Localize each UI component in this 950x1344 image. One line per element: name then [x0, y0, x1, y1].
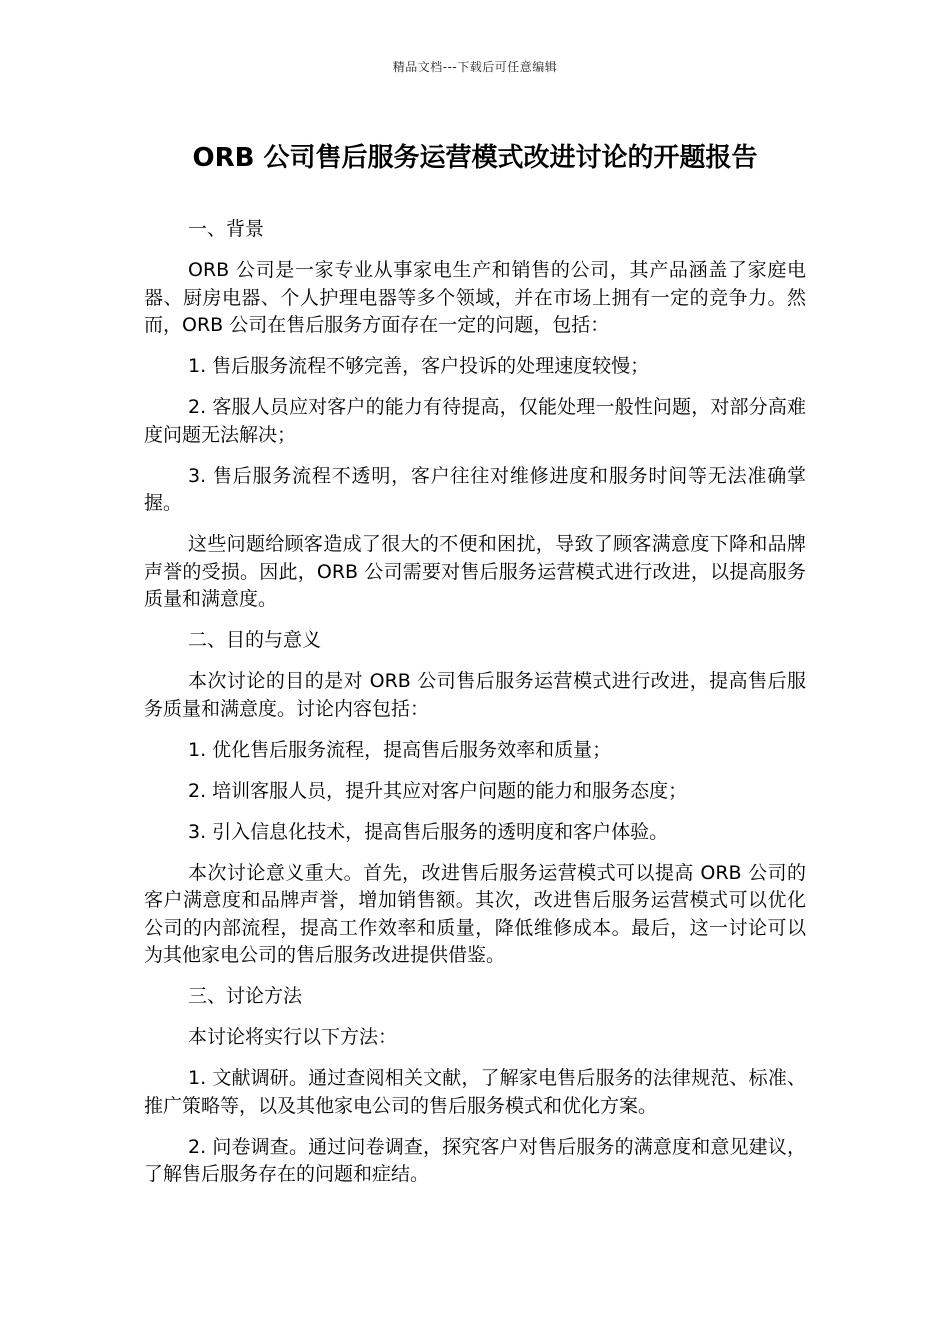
paragraph-method-intro: 本讨论将实行以下方法：	[188, 1026, 398, 1048]
purpose-item-1: 1. 优化售后服务流程，提高售后服务效率和质量；	[188, 738, 612, 761]
paragraph-significance: 本次讨论意义重大。首先，改进售后服务运营模式可以提高 ORB 公司的客户满意度和品牌声誉，增加销售额。其次，改进售后服务运营模式可以优化公司的内部流程，提高工作效率和质量，降低维修成本。最后，这一讨论可以为其他家电公司的售后服务改进提供借鉴。	[144, 861, 806, 966]
purpose-item-3: 3. 引入信息化技术，提高售后服务的透明度和客户体验。	[188, 820, 669, 843]
problem-item-2: 2. 客服人员应对客户的能力有待提高，仅能处理一般性问题，对部分高难度问题无法解决；	[144, 396, 806, 446]
paragraph-background-conclusion: 这些问题给顾客造成了很大的不便和困扰，导致了顾客满意度下降和品牌声誉的受损。因此，ORB 公司需要对售后服务运营模式进行改进，以提高服务质量和满意度。	[144, 533, 806, 610]
header-watermark: 精品文档---下载后可任意编辑	[392, 60, 558, 74]
section-heading-background: 一、背景	[188, 218, 265, 240]
section-heading-purpose: 二、目的与意义	[188, 629, 322, 651]
method-item-2: 2. 问卷调查。通过问卷调查，探究客户对售后服务的满意度和意见建议，了解售后服务存在的问题和症结。	[144, 1135, 806, 1185]
problem-item-1: 1. 售后服务流程不够完善，客户投诉的处理速度较慢；	[188, 355, 650, 377]
problem-item-3: 3. 售后服务流程不透明，客户往往对维修进度和服务时间等无法准确掌握。	[144, 464, 806, 514]
purpose-item-2: 2. 培训客服人员，提升其应对客户问题的能力和服务态度；	[188, 779, 688, 802]
document-title: ORB 公司售后服务运营模式改进讨论的开题报告	[192, 143, 758, 173]
paragraph-background-intro: ORB 公司是一家专业从事家电生产和销售的公司，其产品涵盖了家庭电器、厨房电器、个人护理电器等多个领域，并在市场上拥有一定的竞争力。然而，ORB 公司在售后服务方面存在一定的问题，包括：	[144, 259, 806, 336]
paragraph-purpose-intro: 本次讨论的目的是对 ORB 公司售后服务运营模式进行改进，提高售后服务质量和满意度。讨论内容包括：	[144, 670, 806, 720]
document-body	[144, 216, 806, 1202]
method-item-1: 1. 文献调研。通过查阅相关文献，了解家电售后服务的法律规范、标准、推广策略等，以及其他家电公司的售后服务模式和优化方案。	[144, 1067, 806, 1117]
section-heading-method: 三、讨论方法	[188, 985, 303, 1007]
